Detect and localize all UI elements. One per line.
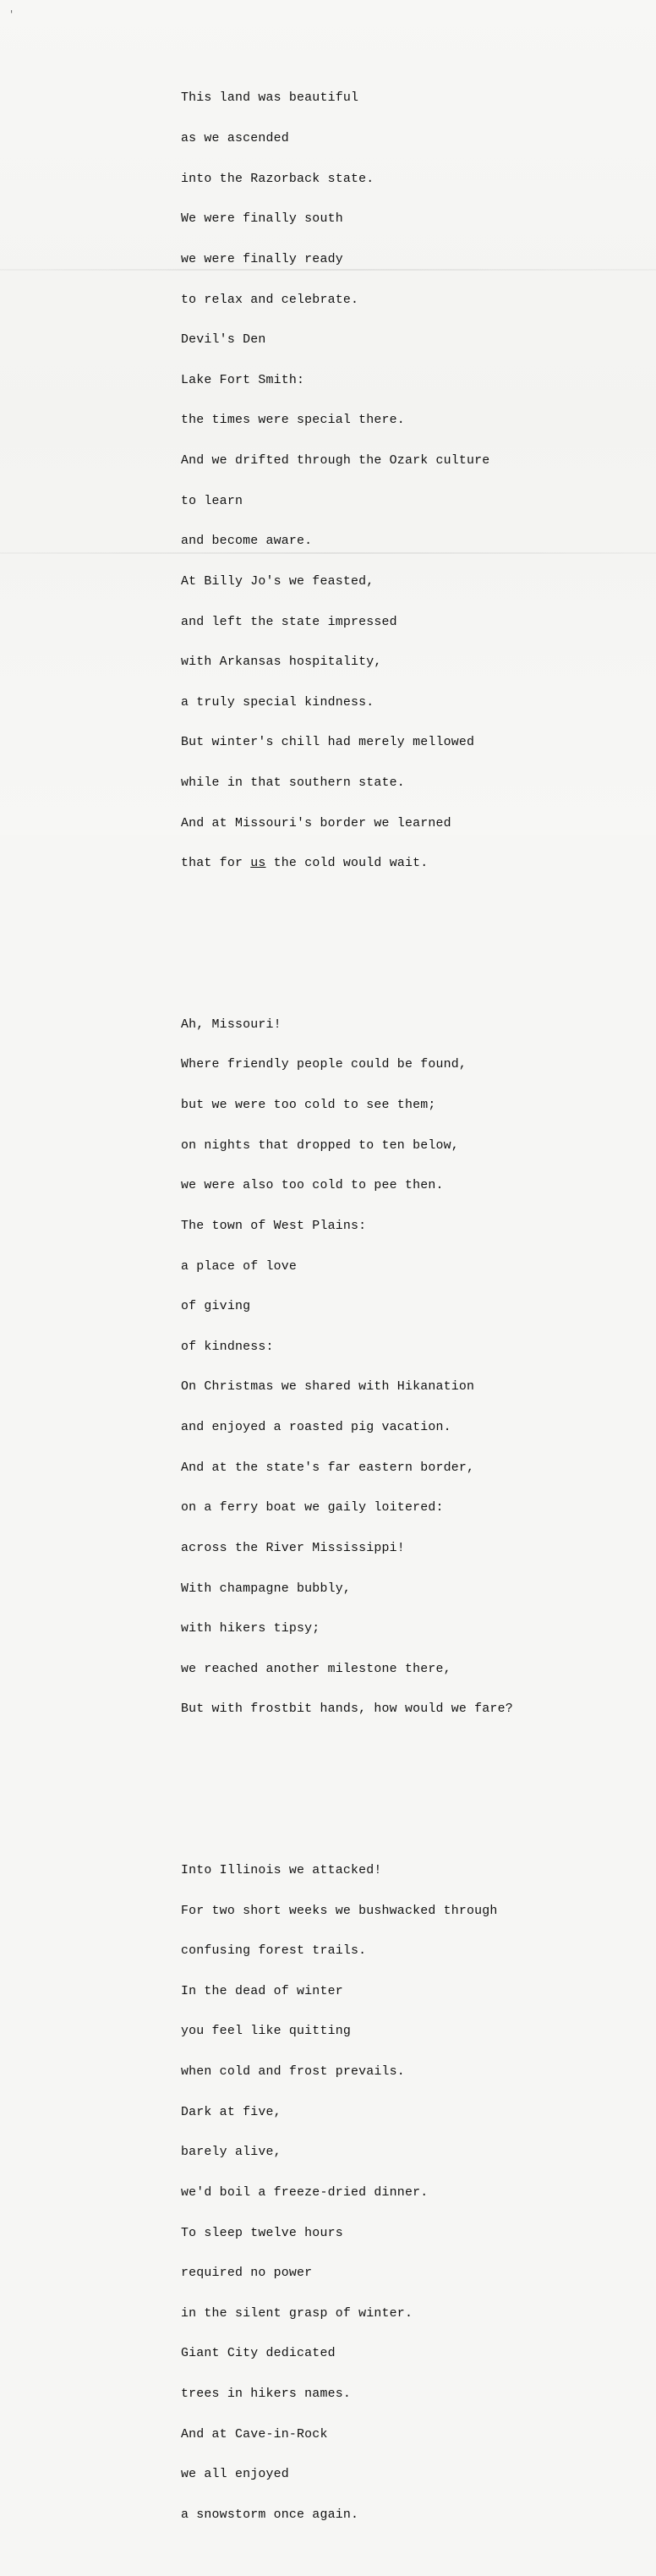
poem-line: to learn: [181, 494, 243, 508]
poem-line: we reached another milestone there,: [181, 1662, 451, 1676]
poem-line: a snowstorm once again.: [181, 2507, 359, 2522]
poem-line: The town of West Plains:: [181, 1219, 367, 1233]
poem-line: as we ascended: [181, 132, 289, 145]
stanza-2: [181, 992, 513, 1744]
poem-line: of kindness:: [181, 1340, 274, 1354]
poem-line: And at the state's far eastern border,: [181, 1461, 475, 1475]
poem-line-underlined: [181, 858, 513, 871]
poem-line: of giving: [181, 1300, 251, 1314]
stanza-3: [181, 1838, 513, 2549]
poem-line: At Billy Jo's we feasted,: [181, 574, 374, 589]
poem-line: confusing forest trails.: [181, 1944, 367, 1959]
poem-line: Dark at five,: [181, 2105, 282, 2119]
poem-line: In the dead of winter: [181, 1984, 343, 1998]
poem-line: you feel like quitting: [181, 2025, 351, 2039]
poem-line: but we were too cold to see them;: [181, 1099, 436, 1112]
poem-line: On Christmas we shared with Hikanation: [181, 1380, 475, 1395]
poem-text: [181, 25, 513, 2576]
poem-line: To sleep twelve hours: [181, 2226, 343, 2240]
poem-line: into the Razorback state.: [181, 172, 374, 186]
line-text-before: that for: [181, 857, 251, 871]
corner-mark: ': [8, 8, 15, 20]
poem-line: in the silent grasp of winter.: [181, 2306, 413, 2321]
poem-line: we'd boil a freeze-dried dinner.: [181, 2185, 429, 2200]
poem-line: With champagne bubbly,: [181, 1581, 351, 1596]
poem-line: the times were special there.: [181, 414, 405, 428]
stanza-1: [181, 66, 513, 898]
poem-line: with hikers tipsy;: [181, 1622, 320, 1636]
poem-line: This land was beautiful: [181, 91, 359, 106]
poem-line: For two short weeks we bushwacked through: [181, 1904, 498, 1918]
poem-line: when cold and frost prevails.: [181, 2065, 405, 2079]
poem-line: we all enjoyed: [181, 2468, 289, 2482]
poem-line: And at Missouri's border we learned: [181, 816, 451, 830]
poem-line: and become aware.: [181, 534, 313, 549]
poem-line: trees in hikers names.: [181, 2387, 351, 2401]
poem-line: Devil's Den: [181, 333, 266, 348]
poem-line: on a ferry boat we gaily loitered:: [181, 1501, 444, 1515]
poem-line: And we drifted through the Ozark culture: [181, 454, 490, 468]
poem-line: and left the state impressed: [181, 615, 397, 629]
poem-line: But winter's chill had merely mellowed: [181, 736, 475, 750]
poem-line: Lake Fort Smith:: [181, 373, 305, 387]
poem-line: to relax and celebrate.: [181, 293, 359, 307]
poem-line: while in that southern state.: [181, 776, 405, 790]
poem-line: with Arkansas hospitality,: [181, 655, 382, 670]
poem-line: we were also too cold to pee then.: [181, 1179, 444, 1193]
poem-line: Where friendly people could be found,: [181, 1058, 467, 1072]
poem-line: barely alive,: [181, 2146, 282, 2160]
stanza-break: [181, 925, 513, 939]
poem-line: We were finally south: [181, 212, 343, 227]
poem-line: And at Cave-in-Rock: [181, 2427, 328, 2442]
poem-line: required no power: [181, 2266, 313, 2281]
poem-line: Giant City dedicated: [181, 2347, 336, 2361]
poem-line: a place of love: [181, 1259, 298, 1274]
underlined-word: us: [250, 857, 266, 871]
line-text-after: the cold would wait.: [265, 857, 429, 871]
poem-line: on nights that dropped to ten below,: [181, 1138, 459, 1153]
poem-line: across the River Mississippi!: [181, 1541, 405, 1555]
poem-line: But with frostbit hands, how would we fare?: [181, 1702, 513, 1717]
poem-line: we were finally ready: [181, 252, 343, 266]
poem-line: and enjoyed a roasted pig vacation.: [181, 1421, 451, 1434]
poem-line: a truly special kindness.: [181, 695, 374, 710]
poem-line: Into Illinois we attacked!: [181, 1863, 382, 1877]
stanza-break: [181, 1771, 513, 1784]
poem-line: Ah, Missouri!: [181, 1017, 282, 1032]
